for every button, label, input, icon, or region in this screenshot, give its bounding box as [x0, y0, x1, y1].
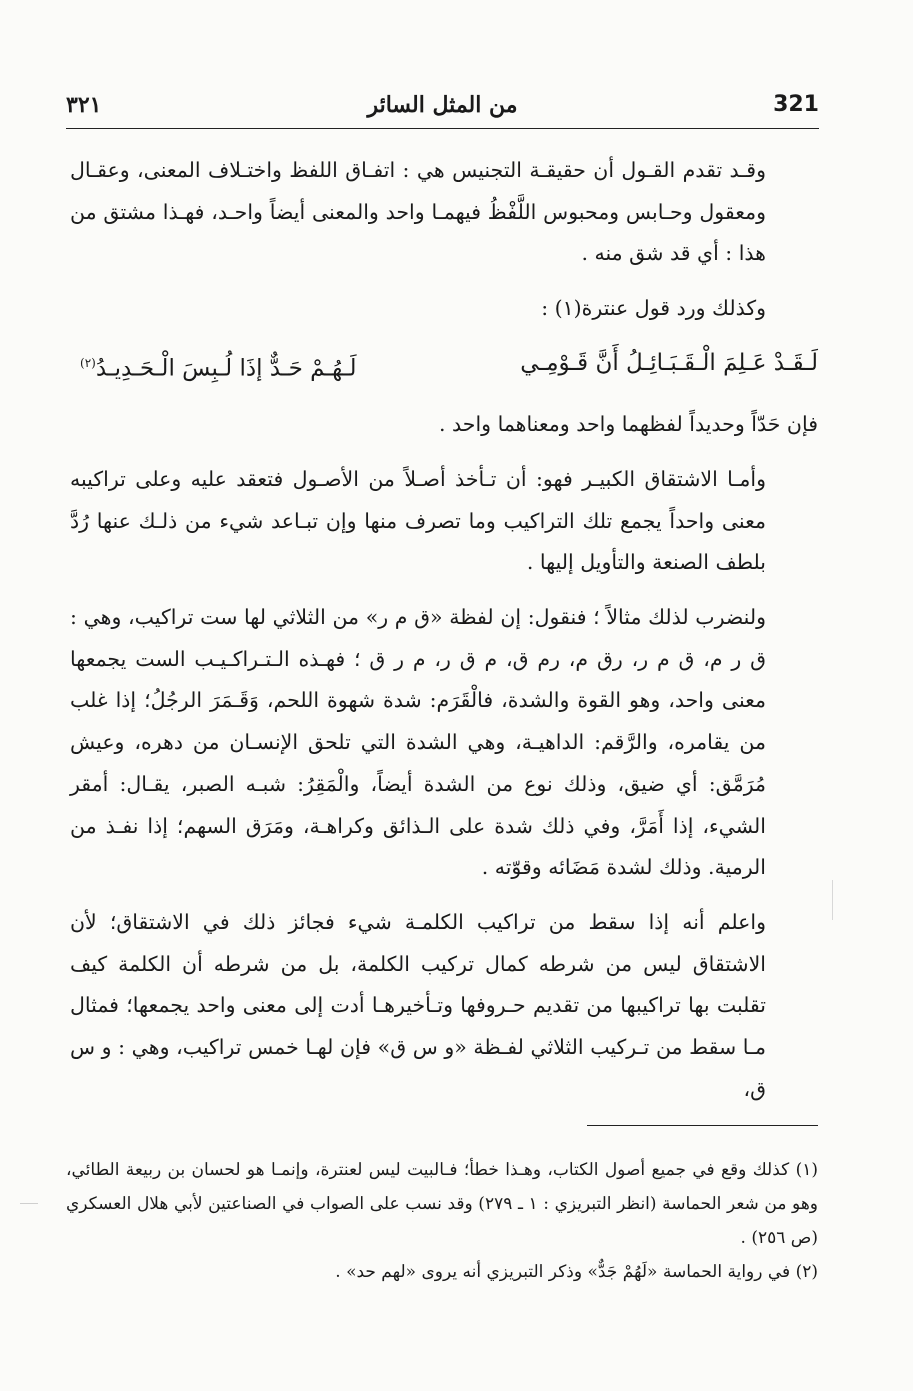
- page-number-arabic: ٣٢١: [66, 92, 102, 118]
- scan-margin-mark: [20, 1203, 38, 1204]
- page-header: [66, 92, 819, 132]
- paragraph-6: واعلم أنه إذا سقط من تراكيب الكلمـة شيء فجائز ذلك في الاشتقاق؛ لأن الاشتقاق ليس من شرطه كمال تركيب الكلمة، بل من شرطه أن الكلمة كيف تقلبت بها تراكيبها من تقديم حـروفها وتـأخيرهـا أدت إلى معنى واحد يجمعها؛ فمثال مـا سقط من تـركيب الثلاثي لفـظة «و س ق» فإن لهـا خمس تراكيب، وهي : و س ق،: [70, 909, 766, 1101]
- scan-margin-mark: [832, 880, 833, 920]
- footnote-separator: [587, 1125, 818, 1126]
- paragraph-2: وكذلك ورد قول عنترة(١) :: [541, 296, 766, 321]
- paragraph-3: فإن حَدّاً وحديداً لفظهما واحد ومعناهما واحد .: [439, 412, 818, 437]
- paragraph-5: ولنضرب لذلك مثالاً ؛ فنقول: إن لفظة «ق م ر» من الثلاثي لها ست تراكيب، وهي : ق ر م، ق م ر، رق م، رم ق، م ق ر، م ر ق ؛ فهـذه الـتـراكـيـب الست يجمعها معنى واحد، وهو القوة والشدة، فالْقَرَم: شدة شهوة اللحم، وَقَـمَرَ الرجُلُ؛ إذا غلب من يقامره، والرَّقم: الداهيـة، وهي الشدة التي تلحق الإنسـان من دهره، وعيش مُرَمَّق: أي ضيق، وذلك نوع من الشدة أيضاً، والْمَقِرُ: شبـه الصبر، يقـال: أمقر الشيء، إذا أَمَرَّ، وفي ذلك شدة على الـذائق وكراهـة، ومَرَق السهم؛ إذا نفـذ من الرمية. وذلك لشدة مَضَائه وقوّته .: [70, 604, 766, 880]
- main-text: [70, 150, 818, 1123]
- footnote-marker-2: (٢): [80, 355, 96, 370]
- verse-second-hemistich-text: لَـهُـمْ حَـدٌّ إذَا لُـبِسَ الْـحَـدِيـدُ: [95, 355, 357, 382]
- running-title: من المثل السائر: [367, 92, 518, 118]
- page-number-latin: 321: [773, 92, 819, 117]
- paragraph-1: وقـد تقدم القـول أن حقيقـة التجنيس هي : اتفـاق اللفظ واختـلاف المعنى، وعقـال ومعقول وحـابس ومحبوس اللَّفْظُ فيهمـا واحد والمعنى أيضاً واحـد، فهـذا مشتق من هذا : أي قد شق منه .: [70, 158, 766, 266]
- footnotes: [66, 1153, 818, 1289]
- paragraph-4: وأمـا الاشتقاق الكبيـر فهو: أن تـأخذ أصـلاً من الأصـول فتعقد عليه وعلى تراكيبه معنى واحداً يجمع تلك التراكيب وما تصرف منها وإن تبـاعد شيء من ذلـك عنها رُدَّ بلطف الصنعة والتأويل إليها .: [70, 466, 766, 575]
- verse-second-hemistich: [80, 343, 357, 390]
- footnote-2: (٢) في رواية الحماسة «لَهُمْ جَدٌّ» وذكر التبريزي أنه يروى «لهم حد» .: [335, 1262, 818, 1282]
- verse-first-hemistich: لَـقَـدْ عَـلِمَ الْـقَـبَـائِـلُ أَنَّ قَـوْمِـي: [520, 349, 818, 376]
- poetry-verse: [70, 343, 818, 390]
- footnote-1: (١) كذلك وقع في جميع أصول الكتاب، وهـذا خطأ؛ فـالبيت ليس لعنترة، وإنمـا هو لحسان بن ربيعة الطائي، وهو من شعر الحماسة (انظر التبريزي : ١ ـ ٢٧٩) وقد نسب على الصواب في الصناعتين لأبي هلال العسكري (ص ٢٥٦) .: [66, 1160, 819, 1248]
- header-rule: [66, 128, 819, 129]
